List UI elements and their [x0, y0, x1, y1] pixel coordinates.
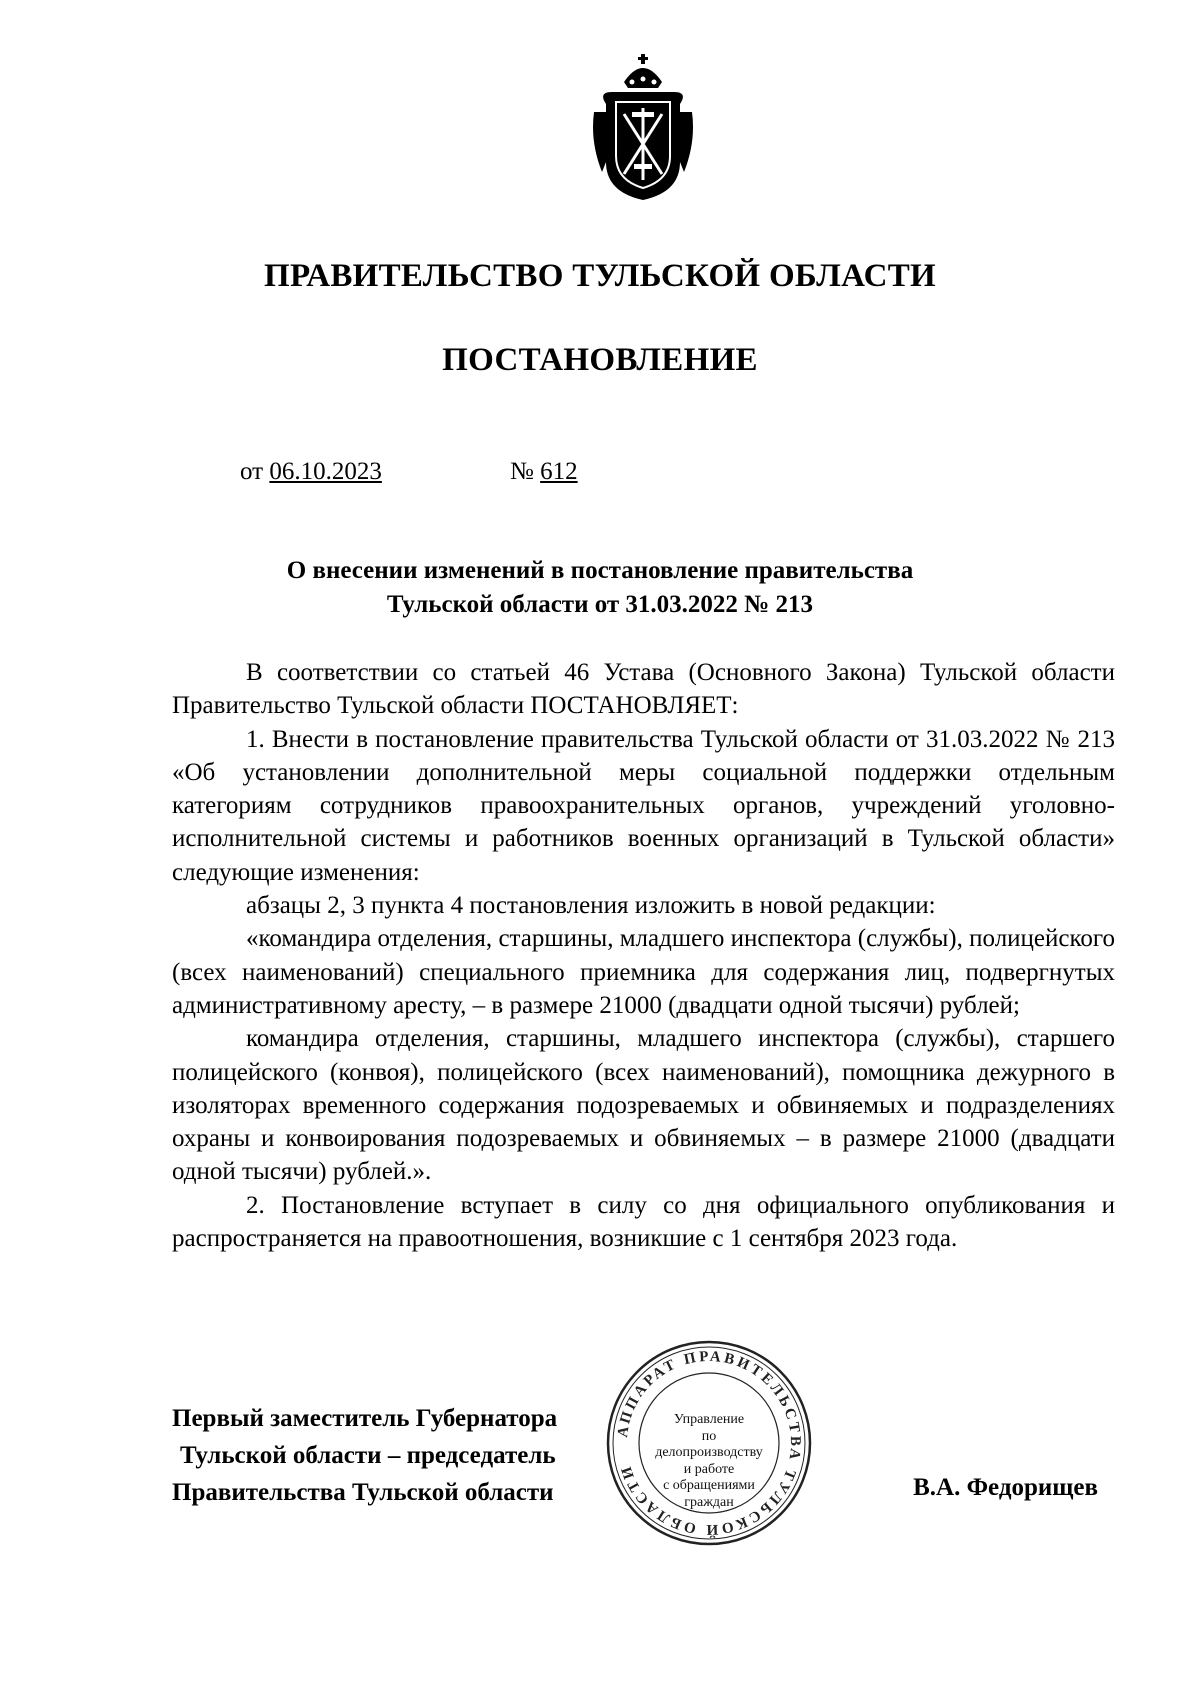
- stamp-line-5: граждан: [684, 1494, 734, 1510]
- document-number: 612: [540, 458, 578, 485]
- signatory-name: В.А. Федорищев: [913, 1474, 1098, 1501]
- stamp-line-3: и работе: [683, 1461, 735, 1477]
- document-number-group: [510, 458, 578, 486]
- date-prefix: от: [240, 458, 264, 485]
- position-line-2: Тульской области – председатель: [180, 1442, 556, 1469]
- number-prefix: №: [510, 458, 534, 485]
- body-paragraph-5: командира отделения, старшины, младшего инспектора (службы), старшего полицейского (конвоя), полицейского (всех наименований), помощника дежурного в изоляторах временного содержания подозреваемых и обвиняемых и подразделениях охраны и конвоирования подозреваемых и обвиняемых – в размере 21000 (двадцати одной тысячи) рублей.».: [172, 1025, 1115, 1186]
- document-subject: [0, 554, 1200, 622]
- body-paragraph-6: 2. Постановление вступает в силу со дня официального опубликования и распространяется на правоотношения, возникшие с 1 сентября 2023 года.: [172, 1191, 1115, 1253]
- tula-coat-of-arms-icon: [588, 52, 698, 202]
- subject-line-2: Тульской области от 31.03.2022 № 213: [386, 591, 814, 618]
- stamp-line-2: по делопроизводству: [655, 1428, 763, 1460]
- date-number-line: [240, 458, 578, 486]
- document-type-title: ПОСТАНОВЛЕНИЕ: [442, 342, 758, 378]
- body-paragraph-4: «командира отделения, старшины, младшего инспектора (службы), полицейского (всех наименований) специального приемника для содержания лиц, подвергнутых административному аресту, – в размере 21000 (двадцати одной тысячи) рублей;: [172, 925, 1115, 1019]
- stamp-ring-text: АППАРАТ ПРАВИТЕЛЬСТВА ТУЛЬСКОЙ ОБЛАСТИ: [615, 1348, 804, 1538]
- stamp-inner-text: [655, 1412, 763, 1511]
- body-paragraph-2: 1. Внести в постановление правительства Тульской области от 31.03.2022 № 213 «Об установлении дополнительной меры социальной поддержки отдельным категориям сотрудников правоохранительных органов, учреждений уголовно-исполнительной системы и работников военных организаций в Тульской области» следующие изменения:: [172, 725, 1115, 886]
- document-body: [172, 656, 1115, 1255]
- organization-title: ПРАВИТЕЛЬСТВО ТУЛЬСКОЙ ОБЛАСТИ: [264, 258, 936, 294]
- document-date: 06.10.2023: [269, 458, 382, 485]
- position-line-3: Правительства Тульской области: [172, 1479, 554, 1506]
- subject-line-1: О внесении изменений в постановление правительства: [286, 557, 914, 584]
- body-paragraph-3: абзацы 2, 3 пункта 4 постановления изложить в новой редакции:: [246, 892, 936, 920]
- position-line-1: Первый заместитель Губернатора: [172, 1405, 558, 1432]
- signatory-position: [172, 1400, 557, 1511]
- body-paragraph-1: В соответствии со статьей 46 Устава (Основного Закона) Тульской области Правительство Тульской области ПОСТАНОВЛЯЕТ:: [172, 659, 1115, 720]
- stamp-line-1: Управление: [673, 1412, 745, 1427]
- stamp-line-4: с обращениями: [663, 1478, 755, 1493]
